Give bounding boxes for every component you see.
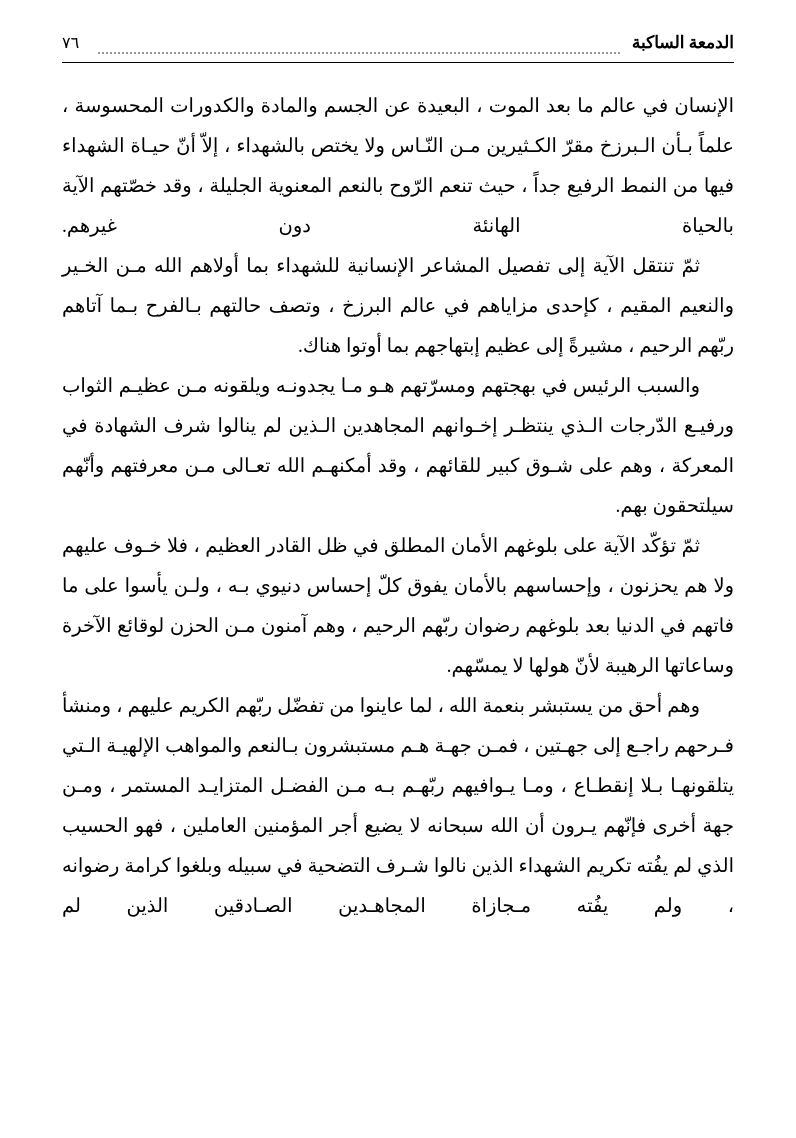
paragraph-4: ثمّ تؤكّد الآية على بلوغهم الأمان المطلق في ظل القادر العظيم ، فلا خـوف عليهم ولا هم يحزنون ، وإحساسهم بالأمان يفوق كلّ إحساس دنيوي بـه ، ولـن يأسوا على ما فاتهم في الدنيا بعد بلوغهم رضوان ربّهم الرحيم ، وهم آمنون مـن الحزن لوقائع الآخرة وساعاتها الرهيبة لأنّ هولها لا يمسّهم. (62, 536, 734, 677)
page-header (62, 26, 734, 60)
paragraph-2: ثمّ تنتقل الآية إلى تفصيل المشاعر الإنسانية للشهداء بما أولاهم الله مـن الخـير والنعيم المقيم ، كإحدى مزاياهم في عالم البرزخ ، وتصف حالتهم بـالفرح بـما آتاهم ربّهم الرحيم ، مشيرةً إلى عظيم إبتهاجهم بما أوتوا هناك. (62, 256, 734, 357)
paragraph-3: والسبب الرئيس في بهجتهم ومسرّتهم هـو مـا يجدونـه ويلقونه مـن عظيـم الثواب ورفيـع الدّرجات الـذي ينتظـر إخـوانهم المجاهدين الـذين لم ينالوا شرف الشهادة في المعركة ، وهم على شـوق كبير للقائهم ، وقد أمكنهـم الله تعـالى مـن معرفتهم وأنّهم سيلتحقون بهم. (62, 376, 734, 517)
body-text (62, 87, 734, 927)
page-number: ٧٦ (62, 35, 80, 52)
paragraph-1: الإنسان في عالم ما بعد الموت ، البعيدة عن الجسم والمادة والكدورات المحسوسة ، علماً بـأن الـبرزخ مقرّ الكـثيرين مـن النّـاس ولا يختص بالشهداء ، إلاّ أنّ حيـاة الشهداء فيها من النمط الرفيع جداً ، حيث تنعم الرّوح بالنعم المعنوية الجليلة ، وقد خصّتهم الآية بالحياة الهانئة دون غيرهم. (62, 96, 734, 237)
paragraph-5: وهم أحق من يستبشر بنعمة الله ، لما عاينوا من تفضّل ربّهم الكريم عليهم ، ومنشأ فـرحهم راجـع إلى جهـتين ، فمـن جهـة هـم مستبشرون بـالنعم والمواهب الإلهيـة الـتي يتلقونهـا بـلا إنقطـاع ، ومـا يـوافيهم ربّهـم بـه مـن الفضـل المتزايـد المستمر ، ومـن جهة أخرى فإنّهم يـرون أن الله سبحانه لا يضيع أجر المؤمنين العاملين ، فهو الحسيب الذي لم يفُته تكريم الشهداء الذين نالوا شـرف التضحية في سبيله وبلغوا كرامة رضوانه ، ولم يفُته مـجازاة المجاهـدين الصـادقين الذين لم (62, 696, 734, 917)
book-title: الدمعة الساكبة (631, 33, 734, 52)
header-dotted-leader (98, 38, 620, 54)
header-divider (62, 62, 734, 63)
